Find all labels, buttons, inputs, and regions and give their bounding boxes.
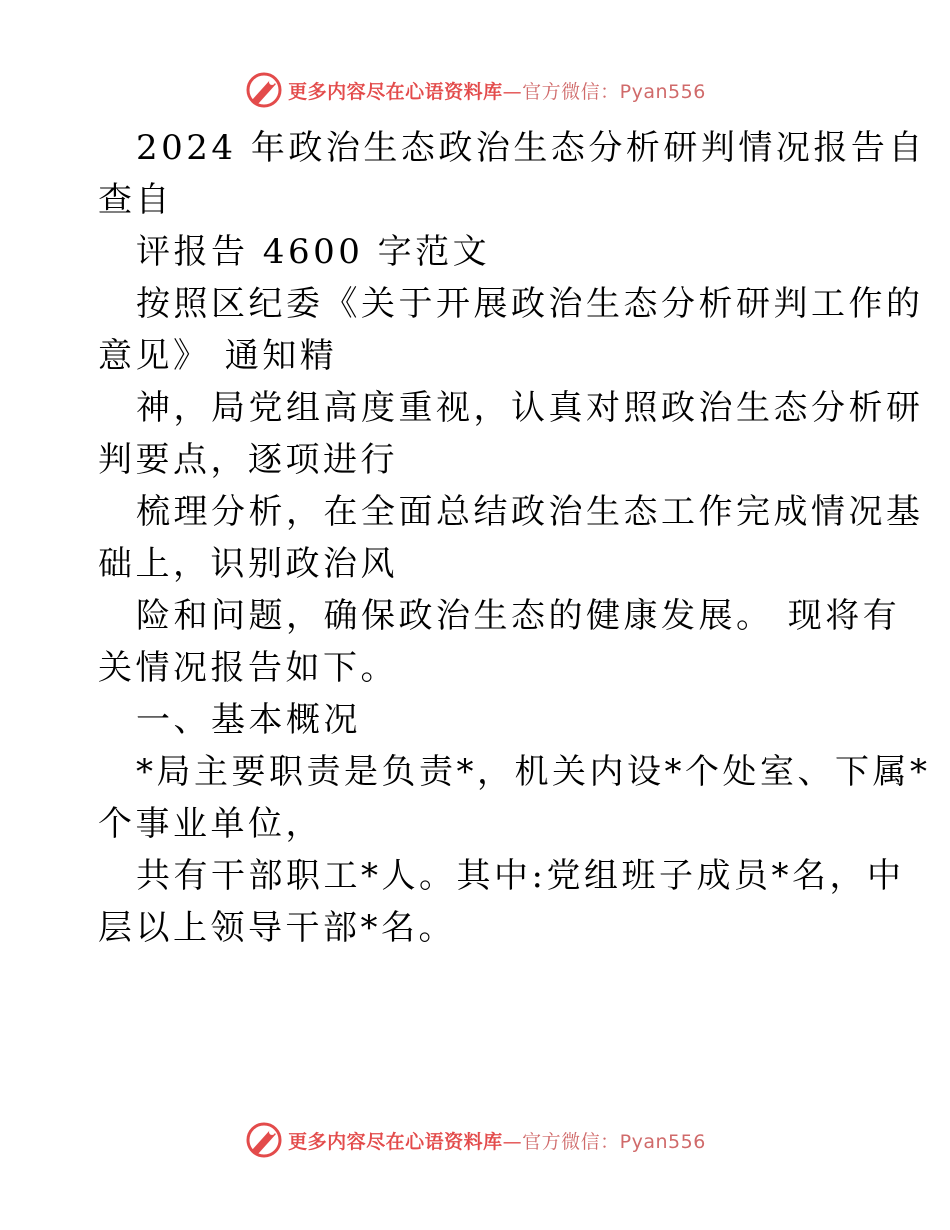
text-line: *局主要职责是负责*，机关内设*个处室、下属*	[136, 752, 931, 792]
text-line: 查自	[98, 180, 173, 220]
text-line: 意见》 通知精	[98, 336, 338, 376]
watermark-sub-text: 官方微信：Pyan556	[522, 1130, 706, 1153]
watermark-main-text: 更多内容尽在心语资料库	[288, 1130, 503, 1153]
watermark-text	[288, 77, 706, 104]
text-line: 层以上领导干部*名。	[98, 908, 456, 948]
text-line: 险和问题，确保政治生态的健康发展。 现将有	[136, 596, 901, 636]
header-watermark	[0, 68, 950, 112]
text-line: 神，局党组高度重视，认真对照政治生态分析研	[136, 388, 924, 428]
watermark-main-text: 更多内容尽在心语资料库	[288, 80, 503, 103]
text-line: 2024 年政治生态政治生态分析研判情况报告自	[136, 128, 926, 168]
text-line: 评报告 4600 字范文	[136, 232, 491, 272]
section-heading: 一、基本概况	[136, 700, 361, 740]
text-line: 关情况报告如下。	[98, 648, 398, 688]
watermark-text	[288, 1127, 706, 1154]
watermark-sub-text: 官方微信：Pyan556	[522, 80, 706, 103]
watermark-dash: —	[502, 80, 523, 103]
text-line: 础上，识别政治风	[98, 544, 398, 584]
text-line: 个事业单位，	[98, 804, 323, 844]
text-line: 共有干部职工*人。其中:党组班子成员*名，中	[136, 856, 905, 896]
watermark-dash: —	[502, 1130, 523, 1153]
document-body	[98, 122, 931, 954]
text-line: 按照区纪委《关于开展政治生态分析研判工作的	[136, 284, 924, 324]
pen-nib-logo-icon	[244, 1120, 284, 1160]
pen-nib-logo-icon	[244, 70, 284, 110]
text-line: 判要点，逐项进行	[98, 440, 398, 480]
footer-watermark	[0, 1118, 950, 1162]
text-line: 梳理分析，在全面总结政治生态工作完成情况基	[136, 492, 924, 532]
